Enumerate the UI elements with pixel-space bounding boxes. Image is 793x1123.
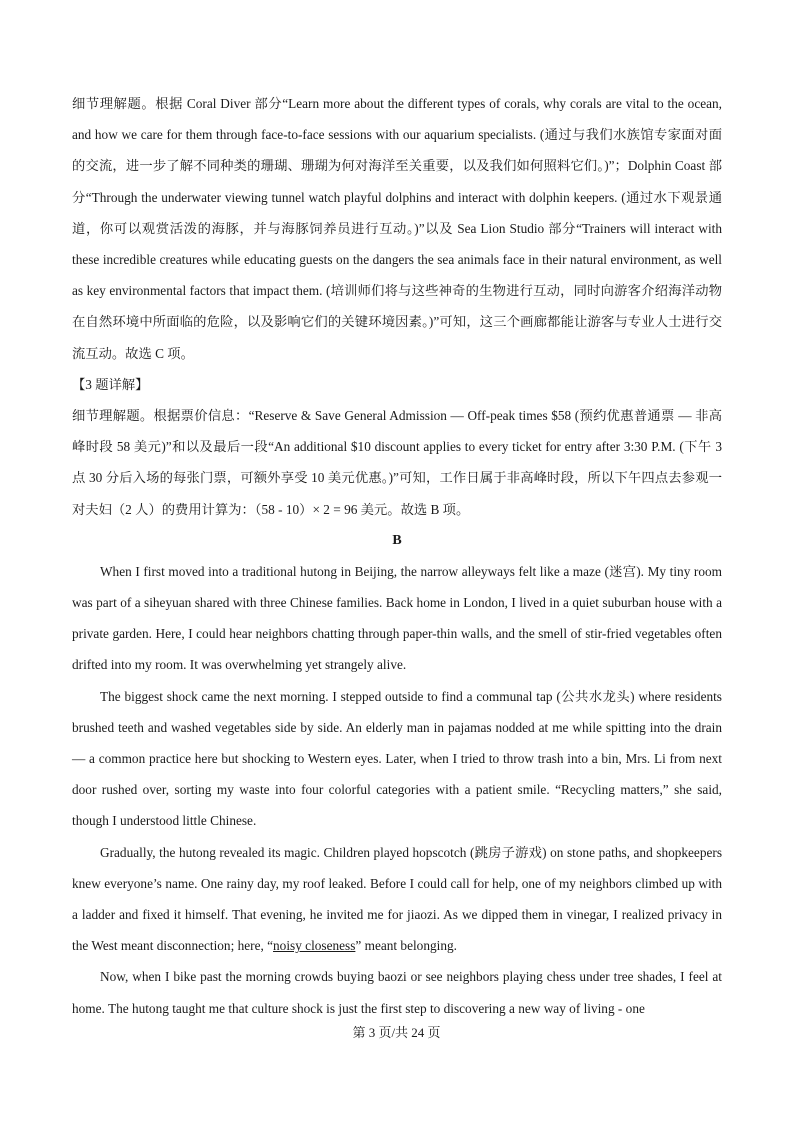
- passage-text: Gradually, the hutong revealed its magic. Children played hopscotch (跳房子游戏) on stone paths, and shopkeepers knew everyone’s name. One rainy day, my roof leaked. Before I could call for help, one of my neighbors climbed up with a ladder and fixed it himself. That evening, he invited me for jiaozi. As we dipped them in vinegar, I realized privacy in the West meant disconnection; here, “: [72, 844, 722, 954]
- passage-paragraph-4: Now, when I bike past the morning crowds buying baozi or see neighbors playing chess under tree shades, I feel at home. The hutong taught me that culture shock is just the first step to discovering a new way of living - one: [72, 969, 722, 1016]
- explanation-paragraph-3: 细节理解题。根据票价信息：“Reserve & Save General Admission — Off-peak times $58 (预约优惠普通票 — 非高峰时段 58 美元)”和以及最后一段“An additional $10 discount applies to every ticket for entry after 3:30 P.M. (下午 3 点 30 分后入场的每张门票，可额外享受 10 美元优惠。)”可知，工作日属于非高峰时段，所以下午四点去参观一对夫妇（2 人）的费用计算为：（58 - 10）× 2 = 96 美元。故选 B 项。: [72, 408, 722, 517]
- page-number: 第 3 页/共 24 页: [352, 1025, 441, 1040]
- section-heading-b: B: [392, 532, 402, 548]
- page-content: [72, 88, 722, 1024]
- passage-text: ” meant belonging.: [355, 938, 457, 954]
- passage-paragraph-3: [72, 837, 722, 962]
- passage-paragraph-2: The biggest shock came the next morning. I stepped outside to find a communal tap (公共水龙头) where residents brushed teeth and washed vegetables side by side. An elderly man in pajamas nodded at me while spitting into the drain — a common practice here but shocking to Western eyes. Later, when I tried to throw trash into a bin, Mrs. Li from next door rushed over, sorting my waste into four colorful categories with a patient smile. “Recycling matters,” she said, though I understood little Chinese.: [72, 688, 722, 829]
- question-3-label: 【3 题详解】: [72, 376, 149, 392]
- underlined-phrase: noisy closeness: [273, 938, 356, 954]
- explanation-paragraph-2: 细节理解题。根据 Coral Diver 部分“Learn more about the different types of corals, why corals are vital to the ocean, and how we care for them through face-to-face sessions with our aquarium specialists. (通过与我们水族馆专家面对面的交流，进一步了解不同种类的珊瑚、珊瑚为何对海洋至关重要，以及我们如何照料它们。)”；Dolphin Coast 部分“Through the underwater viewing tunnel watch playful dolphins and interact with dolphin keepers. (通过水下观景通道，你可以观赏活泼的海豚，并与海豚饲养员进行互动。)”以及 Sea Lion Studio 部分“Trainers will interact with these incredible creatures while educating guests on the dangers the sea animals face in their natural environment, as well as key environmental factors that impact them. (培训师们将与这些神奇的生物进行互动，同时向游客介绍海洋动物在自然环境中所面临的危险，以及影响它们的关键环境因素。)”可知，这三个画廊都能让游客与专业人士进行交流互动。故选 C 项。: [72, 96, 722, 361]
- passage-paragraph-1: When I first moved into a traditional hutong in Beijing, the narrow alleyways felt like a maze (迷宫). My tiny room was part of a siheyuan shared with three Chinese families. Back home in London, I lived in a quiet suburban house with a private garden. Here, I could hear neighbors chatting through paper-thin walls, and the smell of stir-fried vegetables often drifted into my room. It was overwhelming yet strangely alive.: [72, 563, 722, 673]
